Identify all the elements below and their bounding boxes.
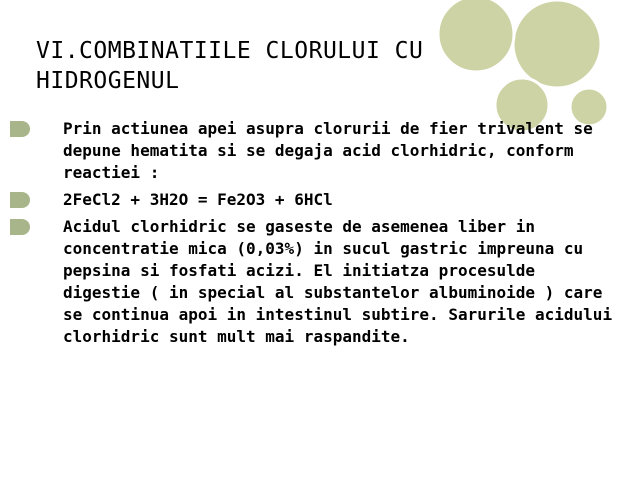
bullet-list <box>10 118 620 353</box>
bullet-item <box>10 189 620 211</box>
slide-title: VI.COMBINATIILE CLORULUI CU HIDROGENUL <box>36 38 424 94</box>
bullet-item <box>10 118 620 184</box>
bullet-text: 2FeCl2 + 3H2O = Fe2O3 + 6HCl <box>63 190 333 209</box>
bullet-text: Prin actiunea apei asupra clorurii de fier trivalent se depune hematita si se degaja acid clorhidric, conform reactiei : <box>63 119 593 182</box>
bullet-text: Acidul clorhidric se gaseste de asemenea liber in concentratie mica (0,03%) in sucul gastric impreuna cu pepsina si fosfati acizi. El initiatza procesulde digestie ( in special al substantelor albuminoide ) care se continua apoi in intestinul subtire. Sarurile acidului clorhidric sunt mult mai raspandite. <box>63 217 613 346</box>
bullet-item <box>10 216 620 348</box>
bullet-marker-icon <box>10 191 57 209</box>
bullet-marker-icon <box>10 218 57 236</box>
bullet-marker-icon <box>10 120 57 138</box>
